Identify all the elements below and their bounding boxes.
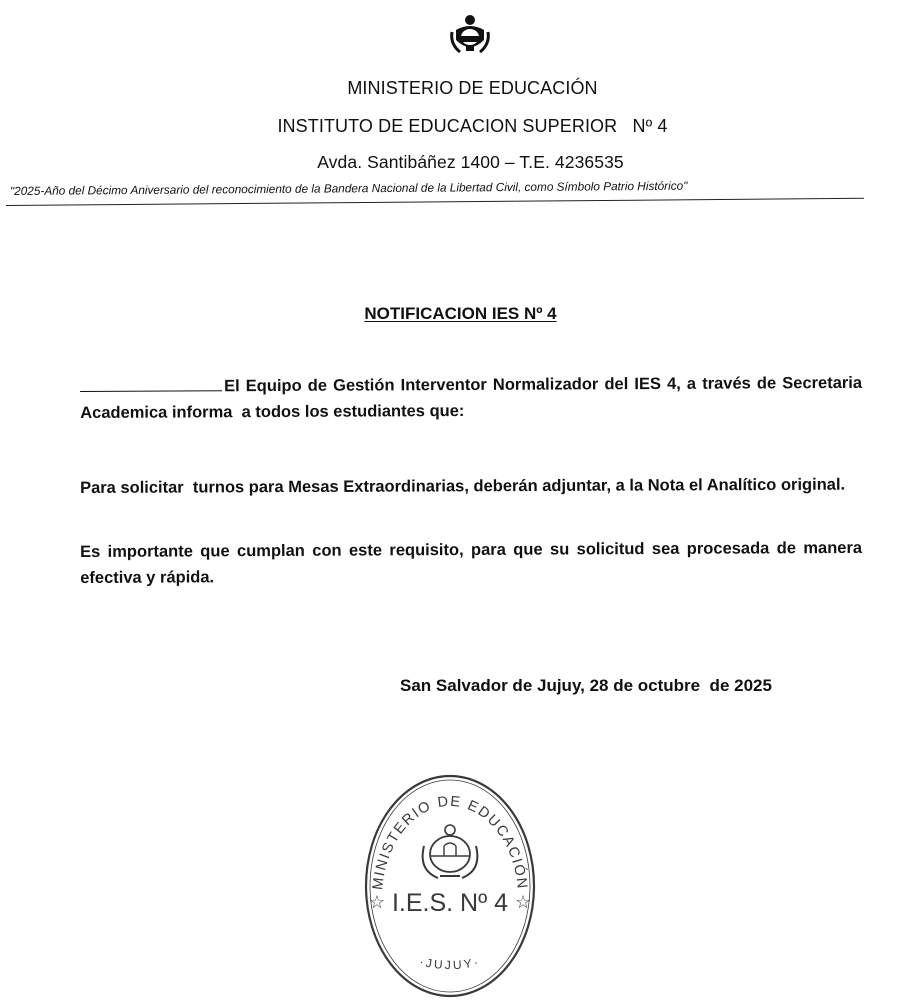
star-right-icon: ☆ <box>515 892 532 912</box>
notice-title: NOTIFICACION IES Nº 4 <box>364 304 557 323</box>
ministry-heading: MINISTERIO DE EDUCACIÓN <box>347 78 598 98</box>
requirement-paragraph: Para solicitar turnos para Mesas Extraordinarias, deberán adjuntar, a la Nota el Analítico original. <box>80 475 846 497</box>
stamp-center-label <box>368 889 532 918</box>
stamp-bottom-text: ·JUJUY· <box>418 954 482 973</box>
coat-of-arms-icon <box>446 10 494 58</box>
header-divider <box>6 198 864 206</box>
intro-text: El Equipo de Gestión Interventor Normalizador del IES 4, a través de Secretaria Academica informa a todos los estudiantes que: <box>80 373 867 422</box>
stamp-ring-text: MINISTERIO DE EDUCACIÓN <box>370 793 530 891</box>
date-place: San Salvador de Jujuy, 28 de octubre de 2025 <box>400 676 772 695</box>
address-line: Avda. Santibáñez 1400 – T.E. 4236535 <box>317 152 624 172</box>
year-motto: "2025-Año del Décimo Aniversario del reconocimiento de la Bandera Nacional de la Libertad Civil, como Símbolo Patrio Histórico" <box>9 178 688 198</box>
star-left-icon: ☆ <box>368 892 385 912</box>
importance-paragraph: Es importante que cumplan con este requisito, para que su solicitud sea procesada de manera efectiva y rápida. <box>80 538 863 587</box>
blank-line <box>80 375 222 392</box>
institute-heading: INSTITUTO DE EDUCACION SUPERIOR Nº 4 <box>277 116 668 136</box>
stamp-ies-text: I.E.S. Nº 4 <box>391 889 509 917</box>
institution-stamp <box>360 770 540 998</box>
intro-paragraph <box>80 370 867 426</box>
stamp-crest-icon <box>423 825 478 878</box>
